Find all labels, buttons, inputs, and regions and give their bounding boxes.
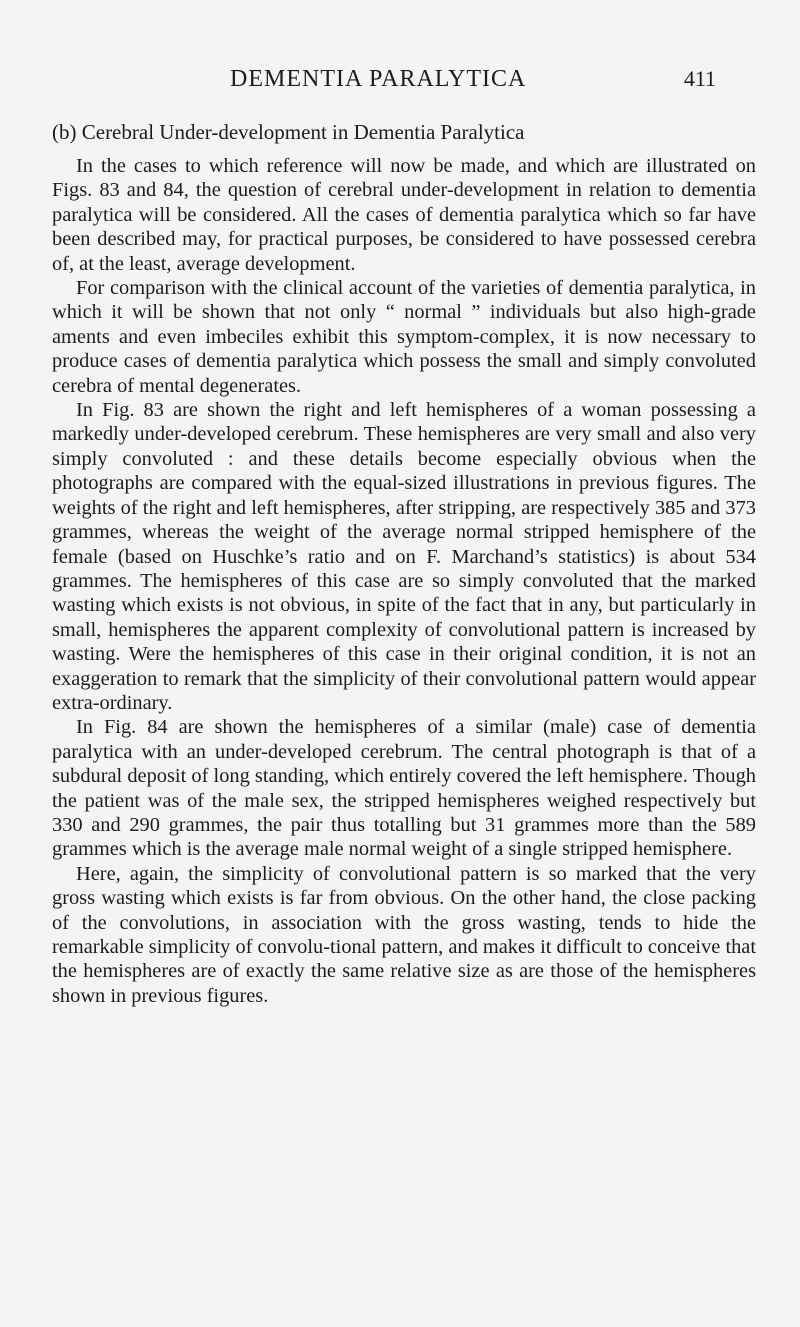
paragraph-1: In the cases to which reference will now be made, and which are illustrated on Figs. 83 and 84, the question of cerebral under-development in relation to dementia paralytica will be considered. All the cases of dementia paralytica which so far have been described may, for practical purposes, be considered to have possessed cerebra of, at the least, average development.	[52, 155, 756, 275]
paragraph-4: In Fig. 84 are shown the hemispheres of a similar (male) case of dementia paralytica with an under-developed cerebrum. The central photograph is that of a subdural deposit of long standing, which entirely covered the left hemisphere. Though the patient was of the male sex, the stripped hemispheres weighed respectively but 330 and 290 grammes, the pair thus totalling but 31 grammes more than the 589 grammes which is the average male normal weight of a single stripped hemisphere.	[52, 716, 756, 861]
running-head	[0, 66, 800, 106]
paragraph-3: In Fig. 83 are shown the right and left hemispheres of a woman possessing a markedly under-developed cerebrum. These hemispheres are very small and also very simply convoluted : and these details become especially obvious when the photographs are compared with the equal-sized illustrations in previous figures. The weights of the right and left hemispheres, after stripping, are respectively 385 and 373 grammes, whereas the weight of the average normal stripped hemisphere of the female (based on Huschke’s ratio and on F. Marchand’s statistics) is about 534 grammes. The hemispheres of this case are so simply convoluted that the marked wasting which exists is not obvious, in spite of the fact that in any, but particularly in small, hemispheres the apparent complexity of convolutional pattern is increased by wasting. Were the hemispheres of this case in their original condition, it is not an exaggeration to remark that the simplicity of their convolutional pattern would appear extra-ordinary.	[52, 399, 756, 714]
running-title: DEMENTIA PARALYTICA	[230, 66, 527, 92]
paragraph-2: For comparison with the clinical account of the varieties of dementia paralytica, in which it will be shown that not only “ normal ” individuals but also high-grade aments and even imbeciles exhibit this symptom-complex, it is now necessary to produce cases of dementia paralytica which possess the small and simply convoluted cerebra of mental degenerates.	[52, 277, 756, 397]
paragraph-5: Here, again, the simplicity of convolutional pattern is so marked that the very gross wasting which exists is far from obvious. On the other hand, the close packing of the convolutions, in association with the gross wasting, tends to hide the remarkable simplicity of convolu-tional pattern, and makes it difficult to conceive that the hemispheres are of exactly the same relative size as are those of the hemispheres shown in previous figures.	[52, 862, 757, 1007]
body-text	[52, 154, 756, 1008]
page-number: 411	[683, 66, 716, 91]
section-heading: (b) Cerebral Under-development in Dementia Paralytica	[52, 120, 525, 144]
